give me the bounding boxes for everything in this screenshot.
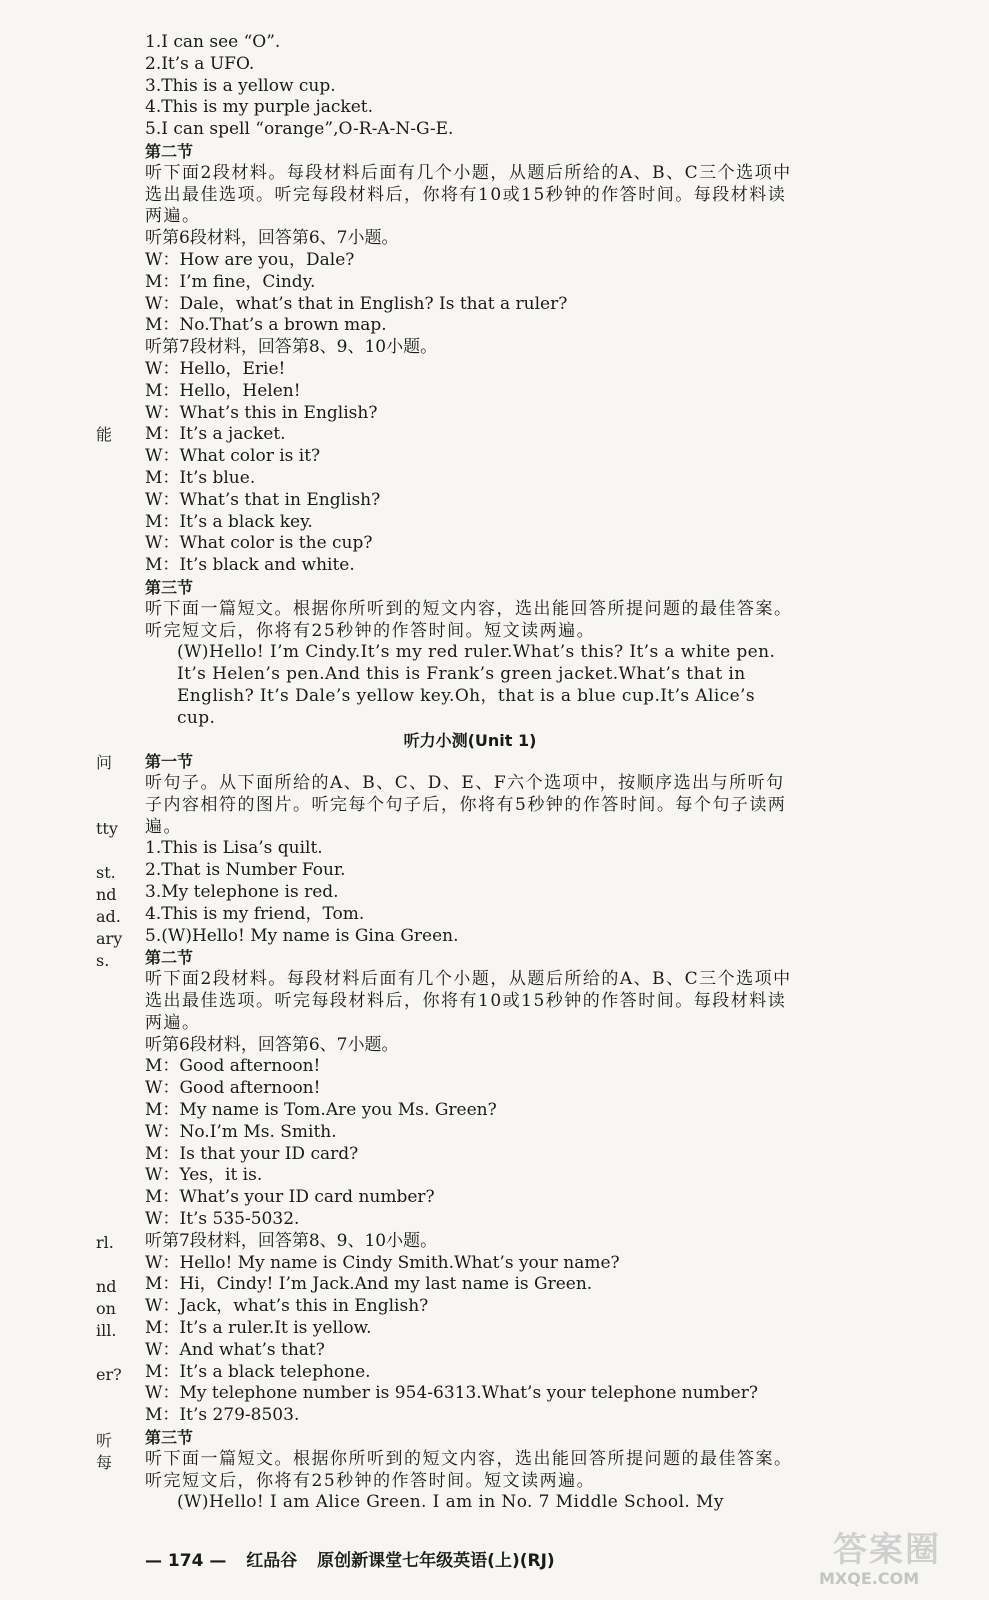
passage-paragraph: (W)Hello! I’m Cindy.It’s my red ruler.What’s this? It’s a white pen. It’s Helen’s pen.And this is Frank’s green jacket.What’s that in English? It’s Dale’s yellow key.Oh，that is a blue cup.It’s Alice’s cup. xyxy=(177,642,776,728)
section-heading: 第一节 xyxy=(145,752,194,772)
page-content xyxy=(145,32,795,1514)
sentence-line: 1.This is Lisa’s quilt. xyxy=(145,838,323,859)
sentence-line: 3.This is a yellow cup. xyxy=(145,75,336,96)
sentence-line: 5.(W)Hello! My name is Gina Green. xyxy=(145,925,459,946)
dialogue-line: W：Jack，what’s this in English? xyxy=(145,1296,429,1317)
dialogue-line: W：Hello，Erie! xyxy=(145,358,286,379)
margin-fragment: nd xyxy=(96,1277,117,1296)
material-label: 听第7段材料，回答第8、9、10小题。 xyxy=(145,1230,438,1251)
dialogue-line: M：My name is Tom.Are you Ms. Green? xyxy=(145,1100,497,1121)
dialogue-line: W：It’s 535-5032. xyxy=(145,1209,300,1230)
dialogue-line: M：It’s black and white. xyxy=(145,555,355,576)
dialogue-line: M：No.That’s a brown map. xyxy=(145,315,387,336)
dialogue-line: W：What’s this in English? xyxy=(145,402,378,423)
dialogue-line: M：It’s a black key. xyxy=(145,511,313,532)
instruction-paragraph: 听下面2段材料。每段材料后面有几个小题，从题后所给的A、B、C三个选项中选出最佳选项。听完每段材料后，你将有10或15秒钟的作答时间。每段材料读两遍。 xyxy=(145,162,792,227)
dialogue-line: M：It’s blue. xyxy=(145,467,256,488)
margin-fragment: st. xyxy=(96,863,116,882)
dialogue-line: W：What’s that in English? xyxy=(145,489,381,510)
page-footer xyxy=(145,1546,569,1571)
sentence-line: 2.It’s a UFO. xyxy=(145,53,255,74)
margin-fragment: ill. xyxy=(96,1321,117,1340)
margin-fragment: s. xyxy=(96,951,110,970)
instruction-paragraph: 听句子。从下面所给的A、B、C、D、E、F六个选项中，按顺序选出与所听句子内容相符的图片。听完每个句子后，你将有5秒钟的作答时间。每个句子读两遍。 xyxy=(145,773,787,837)
margin-fragment: ary xyxy=(96,929,123,948)
dialogue-line: M：What’s your ID card number? xyxy=(145,1187,435,1208)
dialogue-line: M：Is that your ID card? xyxy=(145,1143,359,1164)
dialogue-line: W：Dale，what’s that in English? Is that a ruler? xyxy=(145,293,568,314)
passage-paragraph: (W)Hello! I am Alice Green. I am in No. 7 Middle School. My xyxy=(177,1492,724,1513)
watermark-logo xyxy=(819,1522,969,1588)
page-number: — 174 — xyxy=(145,1551,227,1571)
dialogue-line: M：Good afternoon! xyxy=(145,1056,321,1077)
dialogue-line: W：And what’s that? xyxy=(145,1339,325,1360)
dialogue-line: W：How are you，Dale? xyxy=(145,249,355,270)
dialogue-line: W：Yes，it is. xyxy=(145,1165,263,1186)
section-heading: 第三节 xyxy=(145,1428,194,1447)
section-heading: 第二节 xyxy=(145,141,194,161)
dialogue-line: W：My telephone number is 954-6313.What’s your telephone number? xyxy=(145,1383,758,1404)
margin-fragment: 能 xyxy=(96,425,113,444)
sentence-line: 2.That is Number Four. xyxy=(145,860,346,881)
instruction-paragraph: 听下面一篇短文。根据你所听到的短文内容，选出能回答所提问题的最佳答案。听完短文后，你将有25秒钟的作答时间。短文读两遍。 xyxy=(145,598,793,641)
margin-fragment: 问 xyxy=(96,753,113,772)
margin-fragment: er? xyxy=(96,1365,122,1384)
dialogue-line: M：Hi，Cindy! I’m Jack.And my last name is Green. xyxy=(145,1274,593,1295)
dialogue-line: W：Hello! My name is Cindy Smith.What’s your name? xyxy=(145,1252,620,1273)
instruction-paragraph: 听下面2段材料。每段材料后面有几个小题，从题后所给的A、B、C三个选项中选出最佳选项。听完每段材料后，你将有10或15秒钟的作答时间。每段材料读两遍。 xyxy=(145,969,792,1033)
dialogue-line: M：It’s 279-8503. xyxy=(145,1405,300,1426)
sentence-line: 4.This is my purple jacket. xyxy=(145,97,374,118)
material-label: 听第6段材料，回答第6、7小题。 xyxy=(145,228,399,249)
sentence-line: 3.My telephone is red. xyxy=(145,882,339,903)
watermark-text: 答案圈 xyxy=(833,1530,941,1570)
dialogue-line: W：What color is the cup? xyxy=(145,533,373,554)
section-heading: 第二节 xyxy=(145,948,194,968)
material-label: 听第6段材料，回答第6、7小题。 xyxy=(145,1034,399,1055)
sentence-line: 1.I can see “O”. xyxy=(145,32,281,52)
dialogue-line: M：It’s a jacket. xyxy=(145,424,286,445)
dialogue-line: W：No.I’m Ms. Smith. xyxy=(145,1121,337,1142)
dialogue-line: M：It’s a ruler.It is yellow. xyxy=(145,1318,372,1339)
dialogue-line: M：It’s a black telephone. xyxy=(145,1361,371,1382)
brand-name: 红品谷 xyxy=(246,1551,298,1571)
dialogue-line: M：I’m fine，Cindy. xyxy=(145,271,316,292)
margin-fragment: rl. xyxy=(96,1233,114,1252)
margin-fragment: on xyxy=(96,1299,116,1318)
margin-fragment: 听 xyxy=(96,1431,113,1450)
material-label: 听第7段材料，回答第8、9、10小题。 xyxy=(145,337,438,358)
sentence-line: 5.I can spell “orange”,O-R-A-N-G-E. xyxy=(145,119,454,140)
book-title: 原创新课堂七年级英语(上)(RJ) xyxy=(317,1551,555,1571)
dialogue-line: M：Hello，Helen! xyxy=(145,380,301,401)
unit-title: 听力小测(Unit 1) xyxy=(403,730,537,750)
sentence-line: 4.This is my friend，Tom. xyxy=(145,903,365,924)
margin-fragment: tty xyxy=(96,819,118,838)
margin-fragment: ad. xyxy=(96,907,121,926)
section-heading: 第三节 xyxy=(145,577,194,597)
margin-fragment: nd xyxy=(96,885,117,904)
dialogue-line: W：What color is it? xyxy=(145,446,321,467)
dialogue-line: W：Good afternoon! xyxy=(145,1078,321,1099)
instruction-paragraph: 听下面一篇短文。根据你所听到的短文内容，选出能回答所提问题的最佳答案。听完短文后，你将有25秒钟的作答时间。短文读两遍。 xyxy=(145,1448,793,1491)
watermark-url: MXQE.COM xyxy=(819,1569,920,1588)
margin-fragment: 每 xyxy=(96,1453,113,1472)
